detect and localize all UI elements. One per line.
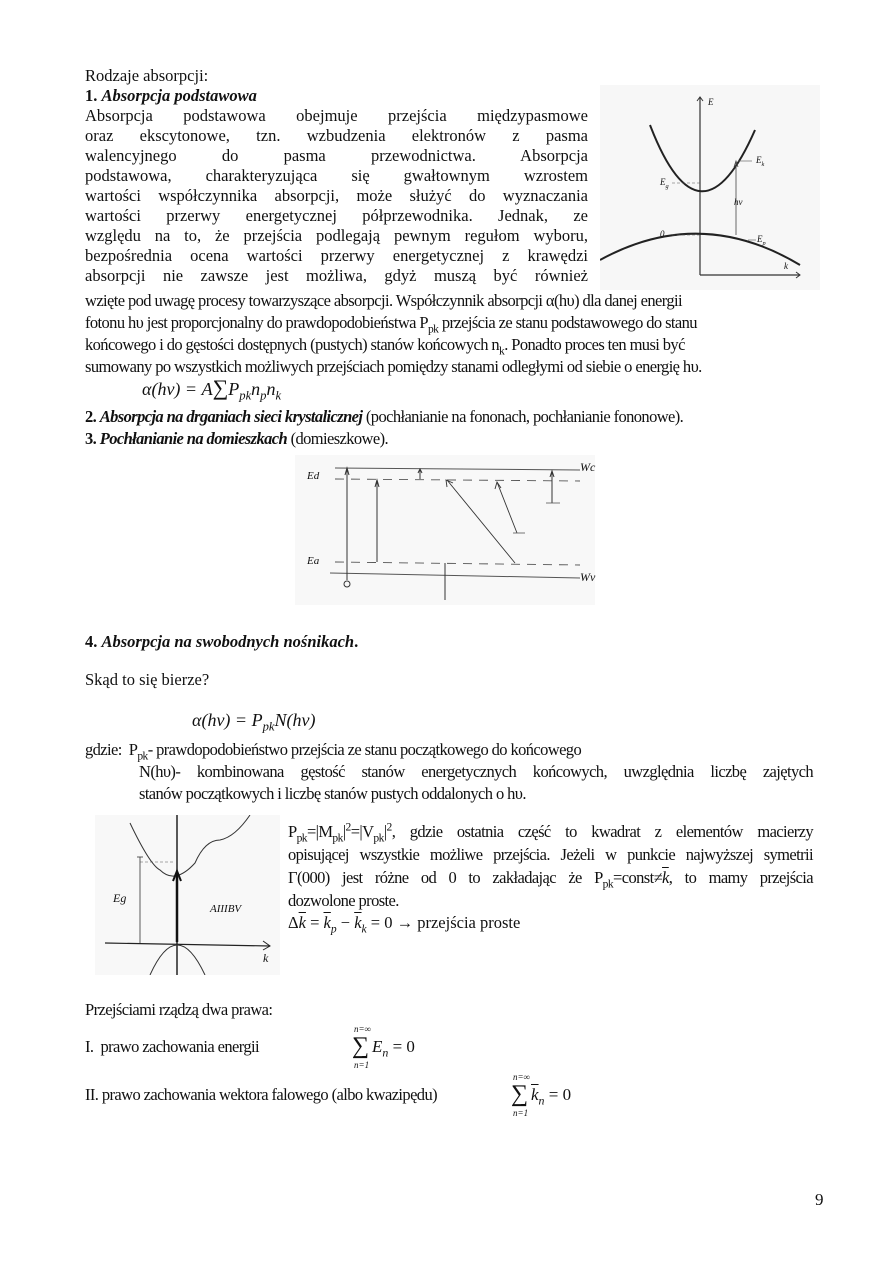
def-1-text: - prawdopodobieństwo przejścia ze stanu początkowego do końcowego (147, 740, 582, 759)
section-4-title: Absorpcja na swobodnych nośnikach (101, 632, 355, 651)
law-2 (85, 1085, 437, 1105)
Wc-label: Wc (580, 460, 596, 474)
Ed-label: Ed (307, 470, 320, 482)
section-1-line-7: względu na to, że przejścia podlegają pewnym regułom wyboru, (85, 226, 588, 245)
band-structure-figure (600, 85, 820, 290)
law-2-sum: n=∞ ∑ n=1 $\overline{k}_n = 0$ (511, 1072, 572, 1118)
section-1-title: Absorpcja podstawowa (101, 86, 257, 105)
formula-P: P (228, 379, 240, 399)
laws-intro: Przejściami rządzą dwa prawa: (85, 1000, 273, 1019)
sum-symbol: ∑ (352, 1033, 370, 1059)
section-1-line-8: bezpośrednia ocena wartości przerwy energetycznej z krawędzi (85, 246, 588, 265)
where-definition-3: stanów początkowych i liczbę stanów pustych oddalonych o hυ. (139, 784, 526, 803)
direct-gap-figure (95, 815, 280, 975)
formula-n1-sub: p (260, 388, 267, 403)
sum-symbol: ∑ (212, 375, 229, 400)
formula-sub: pk (262, 719, 275, 734)
law-1-number: I. (85, 1037, 94, 1056)
hv-label: hv (734, 197, 743, 207)
formula-rhs: N(hν) (274, 710, 316, 730)
wide-line-3-text: końcowego i do gęstości dostępnych (pustych) stanów końcowych n (85, 335, 500, 354)
def-2-symbol: N(hυ) (139, 762, 176, 781)
sum-upper-limit: n=∞ (513, 1072, 530, 1082)
sum-upper-limit: n=∞ (354, 1024, 371, 1034)
Wv-label: Wv (580, 570, 596, 584)
Ek-label: $E_k$ (756, 155, 765, 168)
matrix-element-line-2: opisującej wszystkie możliwe przejścia. Jeżeli w punkcie najwyższej symetrii (288, 845, 813, 864)
k-axis-label: k (263, 951, 269, 965)
material-label: AIIIBV (210, 903, 242, 915)
def-1-symbol: P (128, 740, 138, 759)
law-1-text: prawo zachowania energii (100, 1037, 259, 1056)
wide-line-3-rest: . Ponadto proces ten musi być (504, 335, 685, 354)
where-definition-2 (139, 762, 813, 782)
section-1-heading (85, 86, 257, 106)
where-definition-1 (85, 740, 582, 763)
matrix-element-line-4: dozwolone proste. (288, 891, 399, 910)
law-1-sum: n=∞ ∑ n=1 $E_n = 0$ (352, 1024, 415, 1070)
section-1-wide-line-1: wzięte pod uwagę procesy towarzyszące absorpcji. Współczynnik absorpcji α(hυ) dla danej energii (85, 291, 682, 310)
section-3-title: Pochłanianie na domieszkach (99, 429, 288, 448)
impurity-levels-figure (295, 455, 595, 605)
formula-lhs: α(hν) = A (142, 379, 213, 399)
Ep-label: $E_p$ (757, 234, 766, 247)
where-label: gdzie: (85, 740, 122, 759)
energy-axis-label: E (708, 97, 714, 107)
zero-label: 0 (660, 229, 665, 239)
band-structure-drawing (600, 85, 820, 290)
Ea-label: Ea (307, 555, 320, 567)
law-2-number: II. (85, 1085, 99, 1104)
section-2-heading (85, 407, 683, 427)
section-1-wide-line-2 (85, 313, 697, 336)
free-carrier-formula (192, 710, 316, 734)
sum-lower-limit: n=1 (513, 1108, 529, 1118)
section-1-line-4: podstawowa, charakteryzująca się gwałtownym wzrostem (85, 166, 588, 185)
absorption-formula (142, 375, 282, 403)
intro-heading: Rodzaje absorpcji: (85, 66, 209, 85)
matrix-element-line-3: Γ(000) jest różne od 0 to zakładając że $P_{pk}=const\ne\overline{k}$, to mamy przejścia (288, 868, 813, 891)
Eg-label: $E_g$ (660, 177, 669, 190)
formula-n2-sub: k (275, 388, 282, 403)
section-1-wide-line-4: sumowany po wszystkich możliwych przejściach pomiędzy stanami odległymi od siebie o energię hυ. (85, 357, 702, 376)
section-1-wide-line-3 (85, 335, 685, 358)
section-4-number: 4. (85, 632, 98, 651)
section-1-line-2: oraz ekscytonowe, tzn. wzbudzenia elektronów z pasma (85, 126, 588, 145)
section-1-line-5: wartości współczynnika absorpcji, może służyć do wyznaczania (85, 186, 588, 205)
section-2-description: (pochłanianie na fononach, pochłanianie fononowe). (362, 407, 684, 426)
section-1-line-9: absorpcji nie zawsze jest możliwa, gdyż muszą być również (85, 266, 588, 285)
def-1-sub: pk (137, 750, 148, 763)
section-1-number: 1. (85, 86, 98, 105)
section-4-heading (85, 632, 358, 652)
formula-n2: n (266, 379, 276, 399)
pk-subscript: pk (427, 323, 439, 336)
formula-P-sub: pk (239, 388, 252, 403)
formula-lhs: α(hν) = P (192, 710, 263, 730)
direct-transition-formula: $\Delta\overline{k} = \overline{k}_p - \overline{k}_k = 0$ → przejścia proste (288, 913, 521, 936)
section-1-line-6: wartości przerwy energetycznej półprzewodnika. Jednak, ze (85, 206, 588, 225)
matrix-element-line-1: $P_{pk}=|M_{pk}|^2=|V_{pk}|^2$, gdzie ostatnia część to kwadrat z elementów macierzy (288, 821, 813, 845)
section-3-heading (85, 429, 388, 449)
section-2-number: 2. (85, 407, 97, 426)
Eg-label: Eg (113, 891, 127, 905)
formula-n1: n (251, 379, 261, 399)
def-2-text: - kombinowana gęstość stanów energetycznych końcowych, uwzględnia liczbę zajętych (175, 762, 813, 781)
section-3-description: (domieszkowe). (287, 429, 389, 448)
page-number: 9 (815, 1190, 824, 1209)
wide-line-2-rest: przejścia ze stanu podstawowego do stanu (438, 313, 697, 332)
law-2-text: prawo zachowania wektora falowego (albo kwazipędu) (101, 1085, 437, 1104)
sum-lower-limit: n=1 (354, 1060, 370, 1070)
wide-line-2-text: fotonu hυ jest proporcjonalny do prawdopodobieństwa P (85, 313, 428, 332)
k-axis-label: k (784, 261, 788, 271)
section-3-number: 3. (85, 429, 97, 448)
section-2-title: Absorpcja na drganiach sieci krystalicznej (99, 407, 363, 426)
sum-symbol: ∑ (511, 1081, 529, 1107)
section-1-line-1: Absorpcja podstawowa obejmuje przejścia międzypasmowe (85, 106, 588, 125)
k-subscript: k (499, 345, 505, 358)
impurity-levels-drawing (295, 455, 595, 605)
section-4-question: Skąd to się bierze? (85, 670, 210, 689)
law-1 (85, 1037, 259, 1057)
section-1-line-3: walencyjnego do pasma przewodnictwa. Absorpcja (85, 146, 588, 165)
section-4-title-period: . (354, 632, 359, 651)
